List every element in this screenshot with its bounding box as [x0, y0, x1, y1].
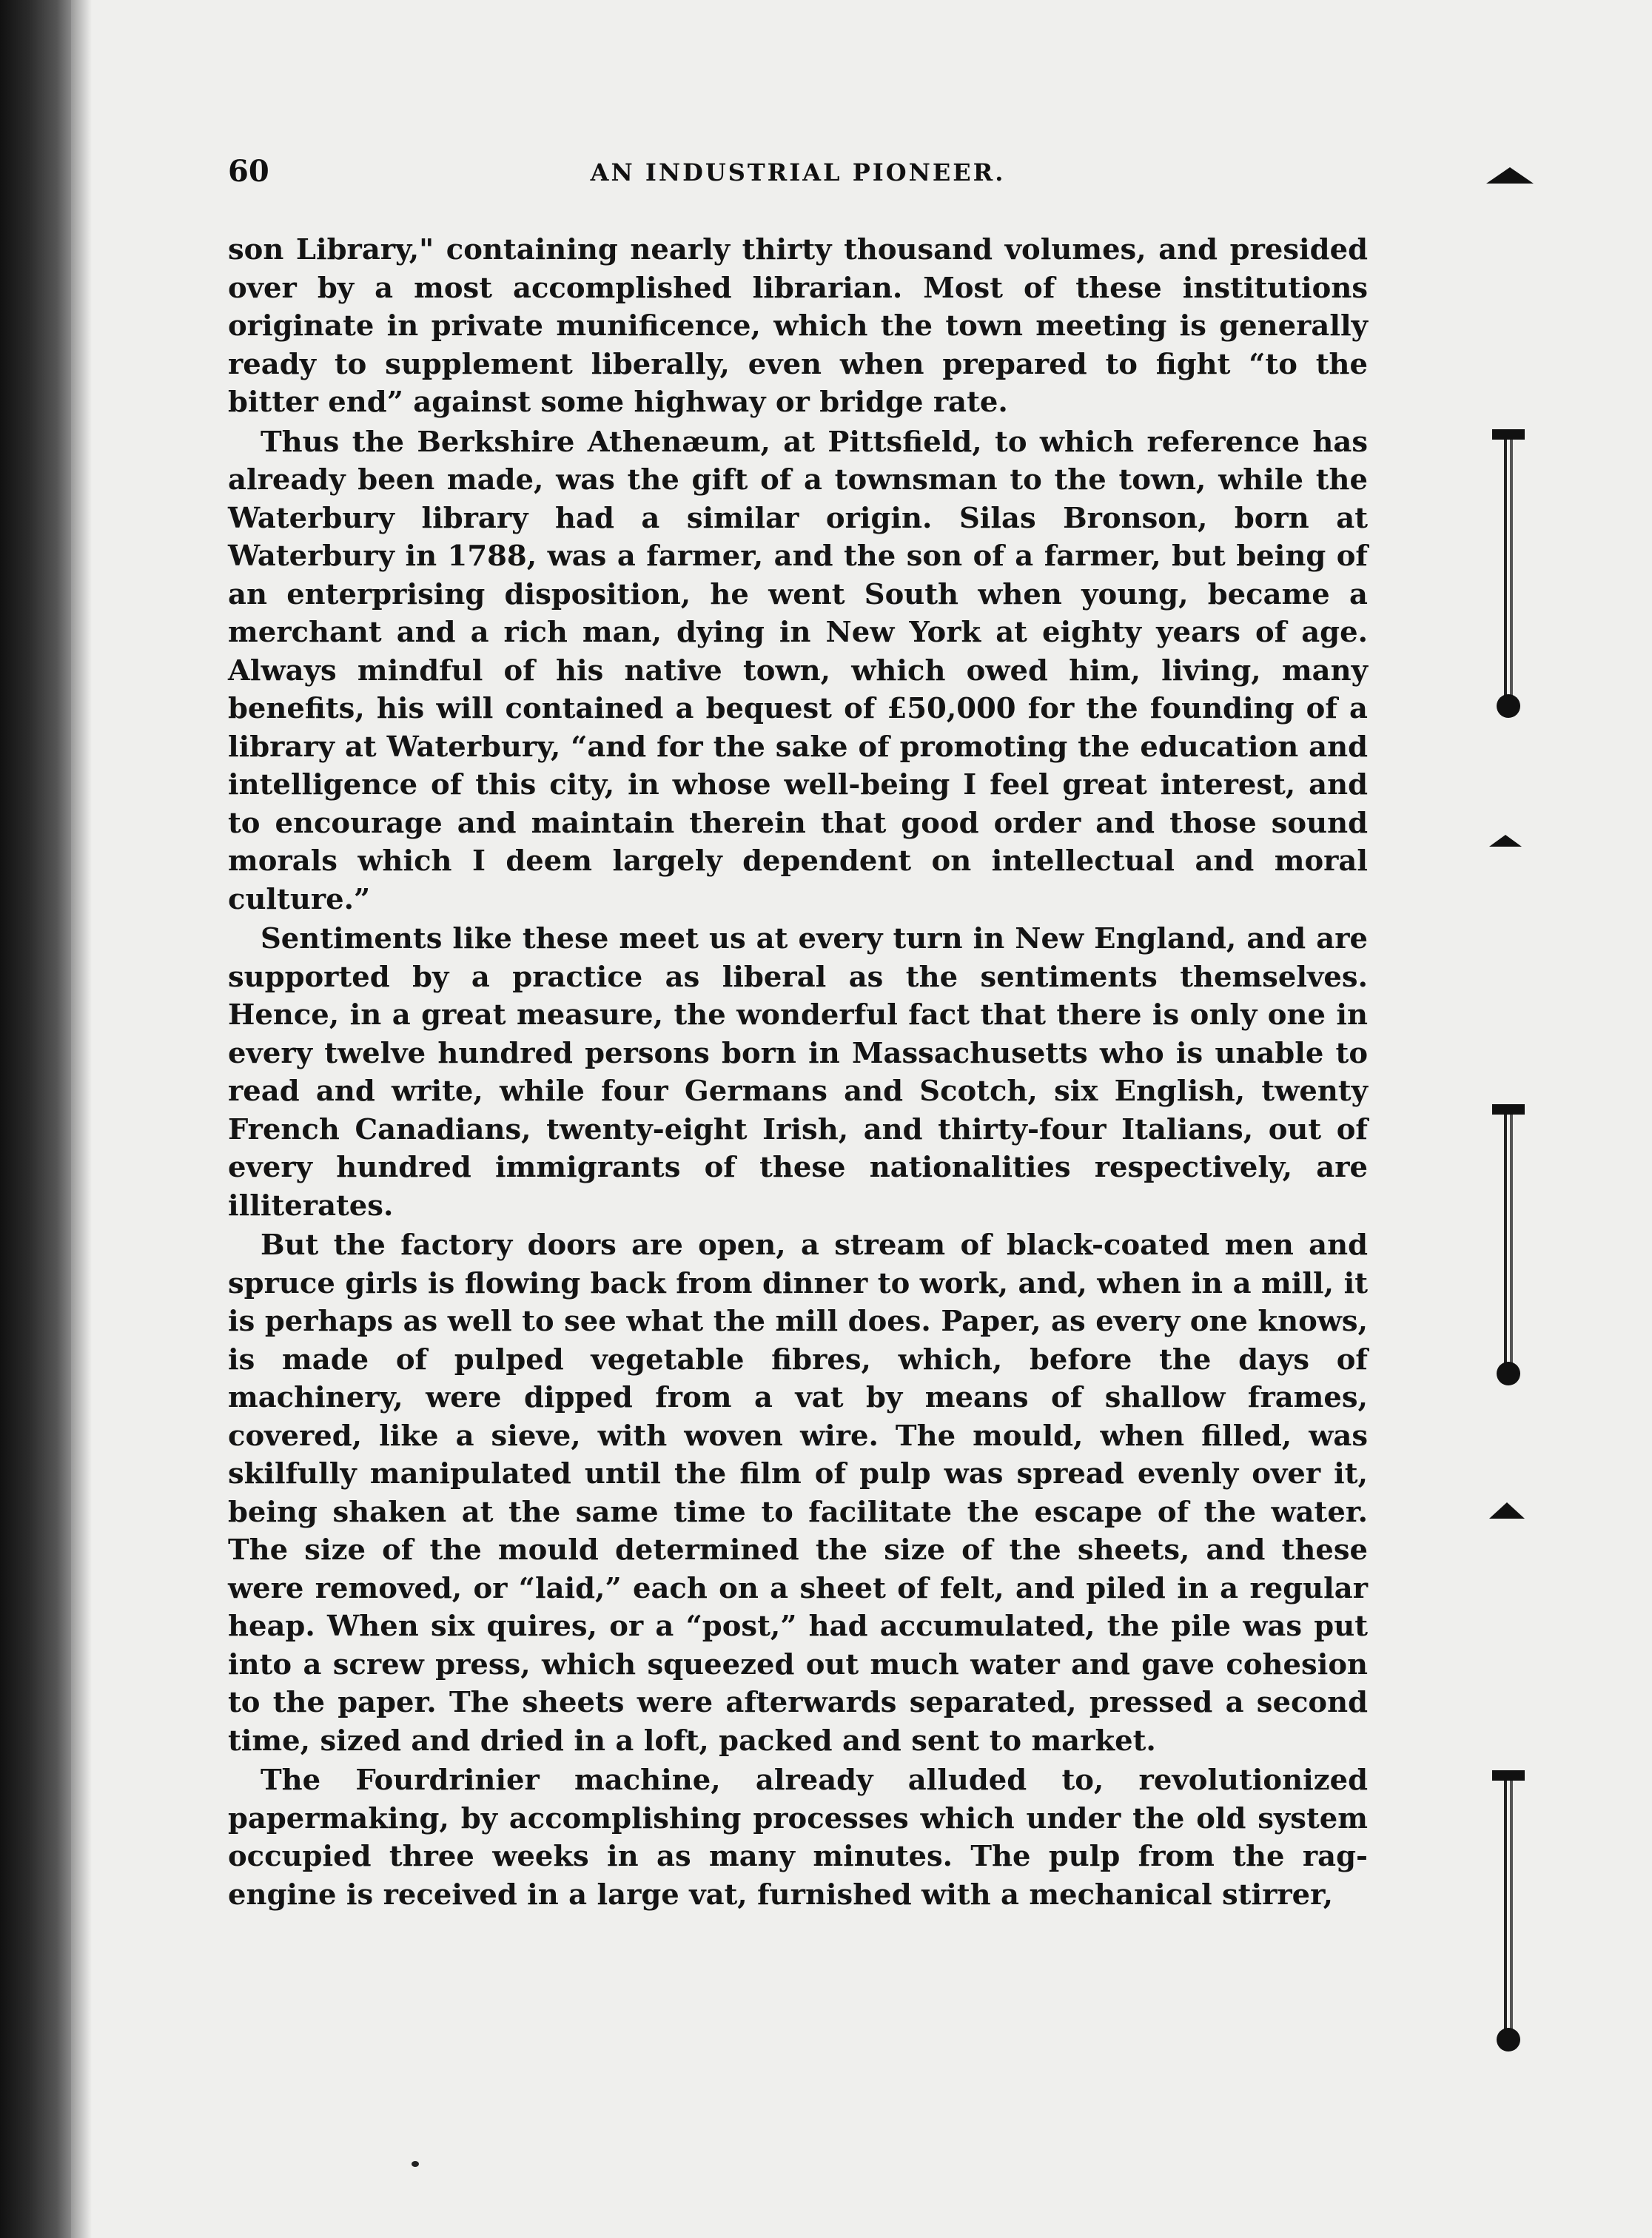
paragraph-3: Sentiments like these meet us at every turn in New England, and are supported by a practice as liberal as the sentiments themselves. Hence, in a great measure, the wonderful fact that there is only one in every twelve hundred persons born in Massachusetts who is unable to read and write, while four Germans and Scotch, six English, twenty French Canadians, twenty-eight Irish, and thirty-four Italians, out of every hundred immigrants of these nationalities respectively, are illiterates. [228, 922, 1368, 1223]
page-number: 60 [228, 154, 269, 189]
binding-clip [1486, 1104, 1531, 1385]
paragraph-1: son Library," containing nearly thirty thousand volumes, and presided over by a most accomplished librarian. Most of these institutions originate in private munificence, which the town meeting is generally ready to supplement liberally, even when prepared to fight “to the bitter end” against some highway or bridge rate. [228, 233, 1368, 419]
paragraph-5: The Fourdrinier machine, already alluded to, revolutionized papermaking, by accomplishing processes which under the old system occupied three weeks in as many minutes. The pulp from the rag-engine is received in a large vat, furnished with a mechanical stirrer, [228, 1764, 1368, 1912]
binding-clip [1486, 429, 1531, 718]
gutter-shadow [71, 0, 92, 2238]
running-head: AN INDUSTRIAL PIONEER. [590, 158, 1006, 186]
binding-triangle-mark [1486, 167, 1534, 184]
body-text [228, 231, 1368, 1914]
binding-triangle-mark [1489, 1502, 1525, 1519]
book-spine [0, 0, 71, 2238]
binding-clip [1486, 1770, 1531, 2052]
scan-speck [412, 2161, 419, 2167]
paragraph-4: But the factory doors are open, a stream of black-coated men and spruce girls is flowing back from dinner to work, and, when in a mill, it is perhaps as well to see what the mill does. Paper, as every one knows, is made of pulped vegetable fibres, which, before the days of machinery, were dipped from a vat by means of shallow frames, covered, like a sieve, with woven wire. The mould, when filled, was skilfully manipulated until the film of pulp was spread evenly over it, being shaken at the same time to facilitate the escape of the water. The size of the mould determined the size of the sheets, and these were removed, or “laid,” each on a sheet of felt, and piled in a regular heap. When six quires, or a “post,” had accumulated, the pile was put into a screw press, which squeezed out much water and gave cohesion to the paper. The sheets were afterwards separated, pressed a second time, sized and dried in a loft, packed and sent to market. [228, 1229, 1368, 1758]
page-header [228, 154, 1368, 198]
book-page [71, 0, 1652, 2238]
paragraph-2: Thus the Berkshire Athenæum, at Pittsfield, to which reference has already been made, was the gift of a townsman to the town, while the Waterbury library had a similar origin. Silas Bronson, born at Waterbury in 1788, was a farmer, and the son of a farmer, but being of an enterprising disposition, he went South when young, became a merchant and a rich man, dying in New York at eighty years of age. Always mindful of his native town, which owed him, living, many benefits, his will contained a bequest of £50,000 for the founding of a library at Waterbury, “and for the sake of promoting the education and intelligence of this city, in whose well-being I feel great interest, and to encourage and maintain therein that good order and those sound morals which I deem largely dependent on intellectual and moral culture.” [228, 425, 1368, 916]
binding-triangle-mark [1489, 835, 1522, 847]
